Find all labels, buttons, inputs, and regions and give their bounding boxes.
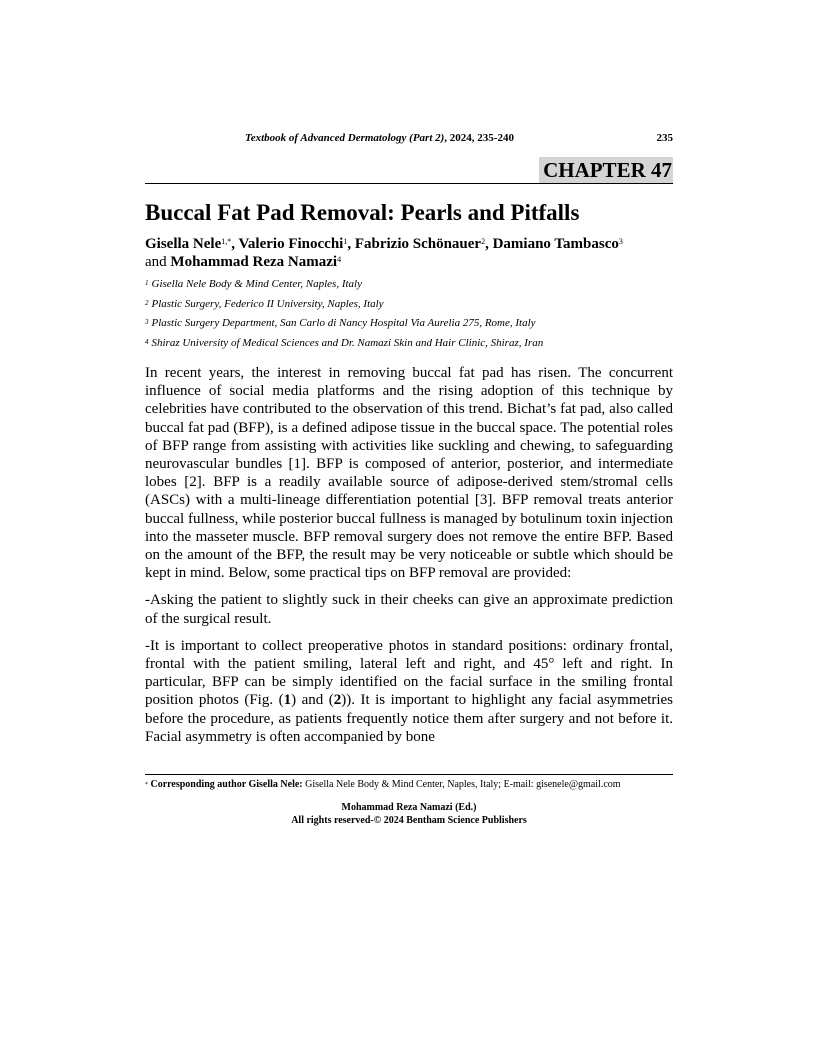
footnote-marker: *: [145, 782, 148, 788]
paragraph-text: ) and (: [291, 692, 334, 709]
author-separator: ,: [347, 236, 355, 252]
journal-title: Textbook of Advanced Dermatology (Part 2): [245, 132, 445, 144]
author-sup: 1,*: [221, 237, 232, 246]
author-sup: 3: [618, 237, 623, 246]
footnote-label: Corresponding author Gisella Nele:: [150, 779, 303, 790]
affiliation-item: [145, 314, 675, 334]
figure-reference-link[interactable]: 1: [283, 692, 292, 709]
body-text: [145, 364, 673, 755]
affiliation-number: 3: [145, 318, 149, 327]
affiliation-text: Shiraz University of Medical Sciences and Dr. Namazi Skin and Hair Clinic, Shiraz, Iran: [151, 337, 544, 350]
author-conjunction: and: [145, 254, 171, 270]
body-paragraph: In recent years, the interest in removing buccal fat pad has risen. The concurrent influence of social media platforms and the rising adoption of this technique by celebrities have contributed to the observation of this trend. Bichat’s fat pad, also called buccal fat pad (BFP), is a defined adipose tissue in the buccal space. The potential roles of BFP range from assisting with activities like suckling and chewing, to safeguarding neurovascular bundles [1]. BFP is composed of anterior, posterior, and intermediate lobes [2]. BFP is a readily available source of adipose-derived stem/stromal cells (ASCs) with a multi-lineage differentiation potential [3]. BFP removal treats anterior buccal fullness, while posterior buccal fullness is managed by botulinum toxin injection into the masseter muscle. BFP removal surgery does not remove the entire BFP. Based on the amount of the BFP, the result may be very noticeable or subtle which should be kept in mind. Below, some practical tips on BFP removal are provided:: [145, 365, 673, 582]
affiliation-item: [145, 295, 675, 315]
footnote-text: Gisella Nele Body & Mind Center, Naples, Italy; E-mail: gisenele@gmail.com: [302, 779, 621, 790]
chapter-title: Buccal Fat Pad Removal: Pearls and Pitfalls: [145, 200, 580, 225]
affiliation-number: 1: [145, 279, 149, 287]
author-name: Fabrizio Schönauer: [354, 236, 482, 252]
rights-line: All rights reserved-© 2024 Bentham Science Publishers: [291, 814, 527, 826]
footnote-divider: [145, 774, 673, 775]
year-pages: , 2024, 235-240: [444, 132, 514, 144]
affiliation-item: [145, 334, 675, 354]
affiliation-text: Plastic Surgery, Federico II University, Naples, Italy: [151, 297, 384, 310]
author-name: Mohammad Reza Namazi: [170, 254, 338, 270]
author-separator: ,: [485, 236, 493, 252]
running-header: [245, 132, 673, 144]
author-name: Gisella Nele: [145, 236, 222, 252]
body-paragraph: [145, 637, 673, 746]
author-name: Damiano Tambasco: [492, 236, 619, 252]
footnote: [145, 779, 685, 791]
chapter-banner: [145, 157, 673, 184]
paragraph-text: )). It is important to highlight any facial asymmetries before the procedure, as patients frequently notice them after surgery and not before it. Facial asymmetry is often accompanied by bone: [145, 692, 673, 745]
chapter-label: CHAPTER 47: [539, 157, 673, 183]
page-number: 235: [656, 132, 673, 144]
figure-reference-link[interactable]: 2: [333, 692, 342, 709]
author-separator: ,: [231, 236, 239, 252]
affiliation-item: [145, 275, 675, 295]
editor-line: Mohammad Reza Namazi (Ed.): [341, 802, 477, 813]
author-sup: 2: [481, 237, 486, 246]
affiliation-list: [145, 275, 675, 354]
author-sup: 1: [343, 237, 348, 246]
author-name: Valerio Finocchi: [238, 236, 344, 252]
affiliation-text: Plastic Surgery Department, San Carlo di Nancy Hospital Via Aurelia 275, Rome, Italy: [151, 317, 536, 330]
affiliation-text: Gisella Nele Body & Mind Center, Naples, Italy: [151, 278, 362, 290]
publisher-block: [145, 802, 673, 827]
author-list: [145, 235, 675, 271]
author-sup: 4: [337, 255, 342, 264]
paragraph-text: -It is important to collect preoperative photos in standard positions: ordinary frontal, frontal with the patient smiling, lateral left and right, and 45° left and right. In particular, BFP can be simply identified on the facial surface in the smiling frontal position photos (Fig. (: [145, 637, 673, 709]
affiliation-number: 4: [145, 338, 149, 347]
body-paragraph: -Asking the patient to slightly suck in their cheeks can give an approximate prediction of the surgical result.: [145, 592, 673, 627]
affiliation-number: 2: [145, 298, 149, 307]
